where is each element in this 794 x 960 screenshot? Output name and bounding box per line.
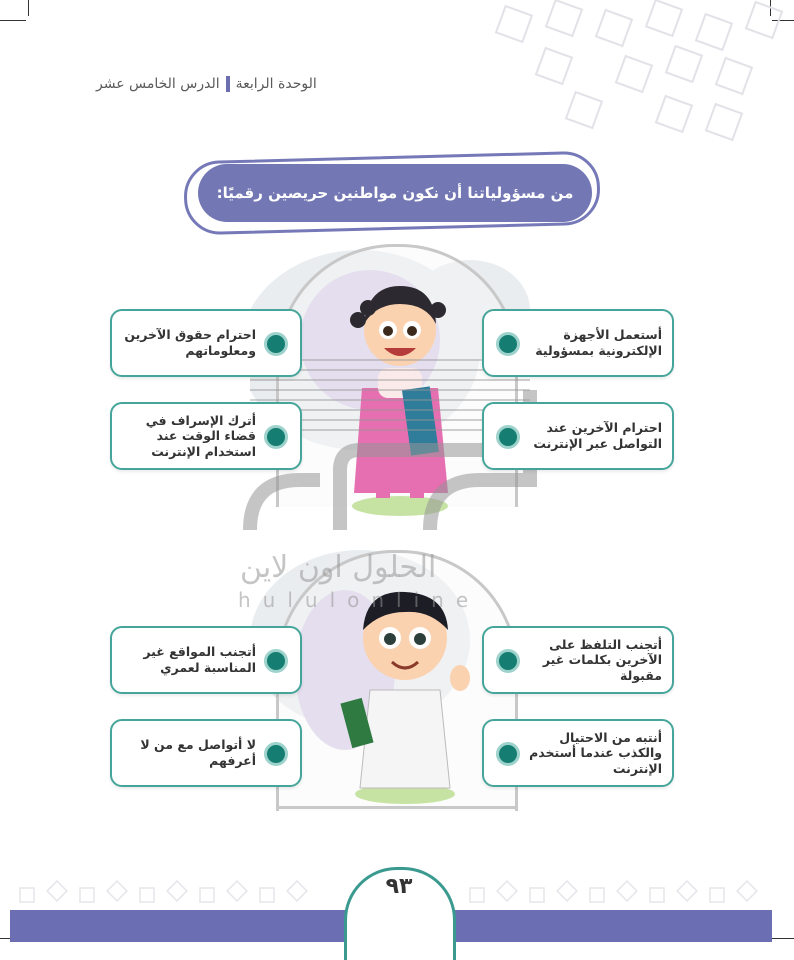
card-avoid-wasting-time <box>110 402 302 470</box>
card-text: أترك الإسراف في قضاء الوقت عند استخدام الإنترنت <box>145 412 256 459</box>
watermark-latin: hululonline <box>238 588 481 612</box>
decorative-pattern <box>470 0 794 150</box>
crop-mark <box>28 0 29 16</box>
card-text: أستعمل الأجهزة الإلكترونية بمسؤولية <box>535 327 662 358</box>
lesson-label: الدرس الخامس عشر <box>96 76 220 92</box>
page-number: ٩٣ <box>385 874 413 899</box>
bullet-icon <box>496 649 520 673</box>
bullet-icon <box>496 742 520 766</box>
bullet-icon <box>264 742 288 766</box>
card-text: لا أتواصل مع من لا أعرفهم <box>140 737 256 768</box>
card-respect-rights <box>110 309 302 377</box>
crop-mark <box>772 938 794 939</box>
card-beware-fraud <box>482 719 674 787</box>
card-avoid-bad-words <box>482 626 674 694</box>
card-text: احترام حقوق الآخرين ومعلوماتهم <box>124 327 256 358</box>
boy-illustration <box>330 580 480 810</box>
card-text: احترام الآخرين عند التواصل عبر الإنترنت <box>533 420 662 451</box>
card-no-strangers <box>110 719 302 787</box>
card-text: أتجنب المواقع غير المناسبة لعمري <box>143 644 256 675</box>
crop-mark <box>0 20 26 21</box>
card-text: أنتبه من الاحتيال والكذب عندما أستخدم الإنترنت <box>529 729 662 776</box>
title-banner <box>184 156 600 230</box>
card-respect-online <box>482 402 674 470</box>
bullet-icon <box>264 332 288 356</box>
header-divider <box>226 76 230 92</box>
bullet-icon <box>496 425 520 449</box>
bullet-icon <box>264 649 288 673</box>
bullet-icon <box>496 332 520 356</box>
watermark-arabic: الحلول اون لاين <box>240 550 437 585</box>
unit-label: الوحدة الرابعة <box>235 76 317 92</box>
card-use-devices <box>482 309 674 377</box>
page-header <box>96 76 317 92</box>
card-text: أتجنب التلفظ على الآخرين بكلمات غير مقبولة <box>542 636 662 683</box>
page-title: من مسؤولياتنا أن نكون مواطنين حريصين رقميًا: <box>198 164 592 222</box>
card-avoid-unsuitable-sites <box>110 626 302 694</box>
bullet-icon <box>264 425 288 449</box>
